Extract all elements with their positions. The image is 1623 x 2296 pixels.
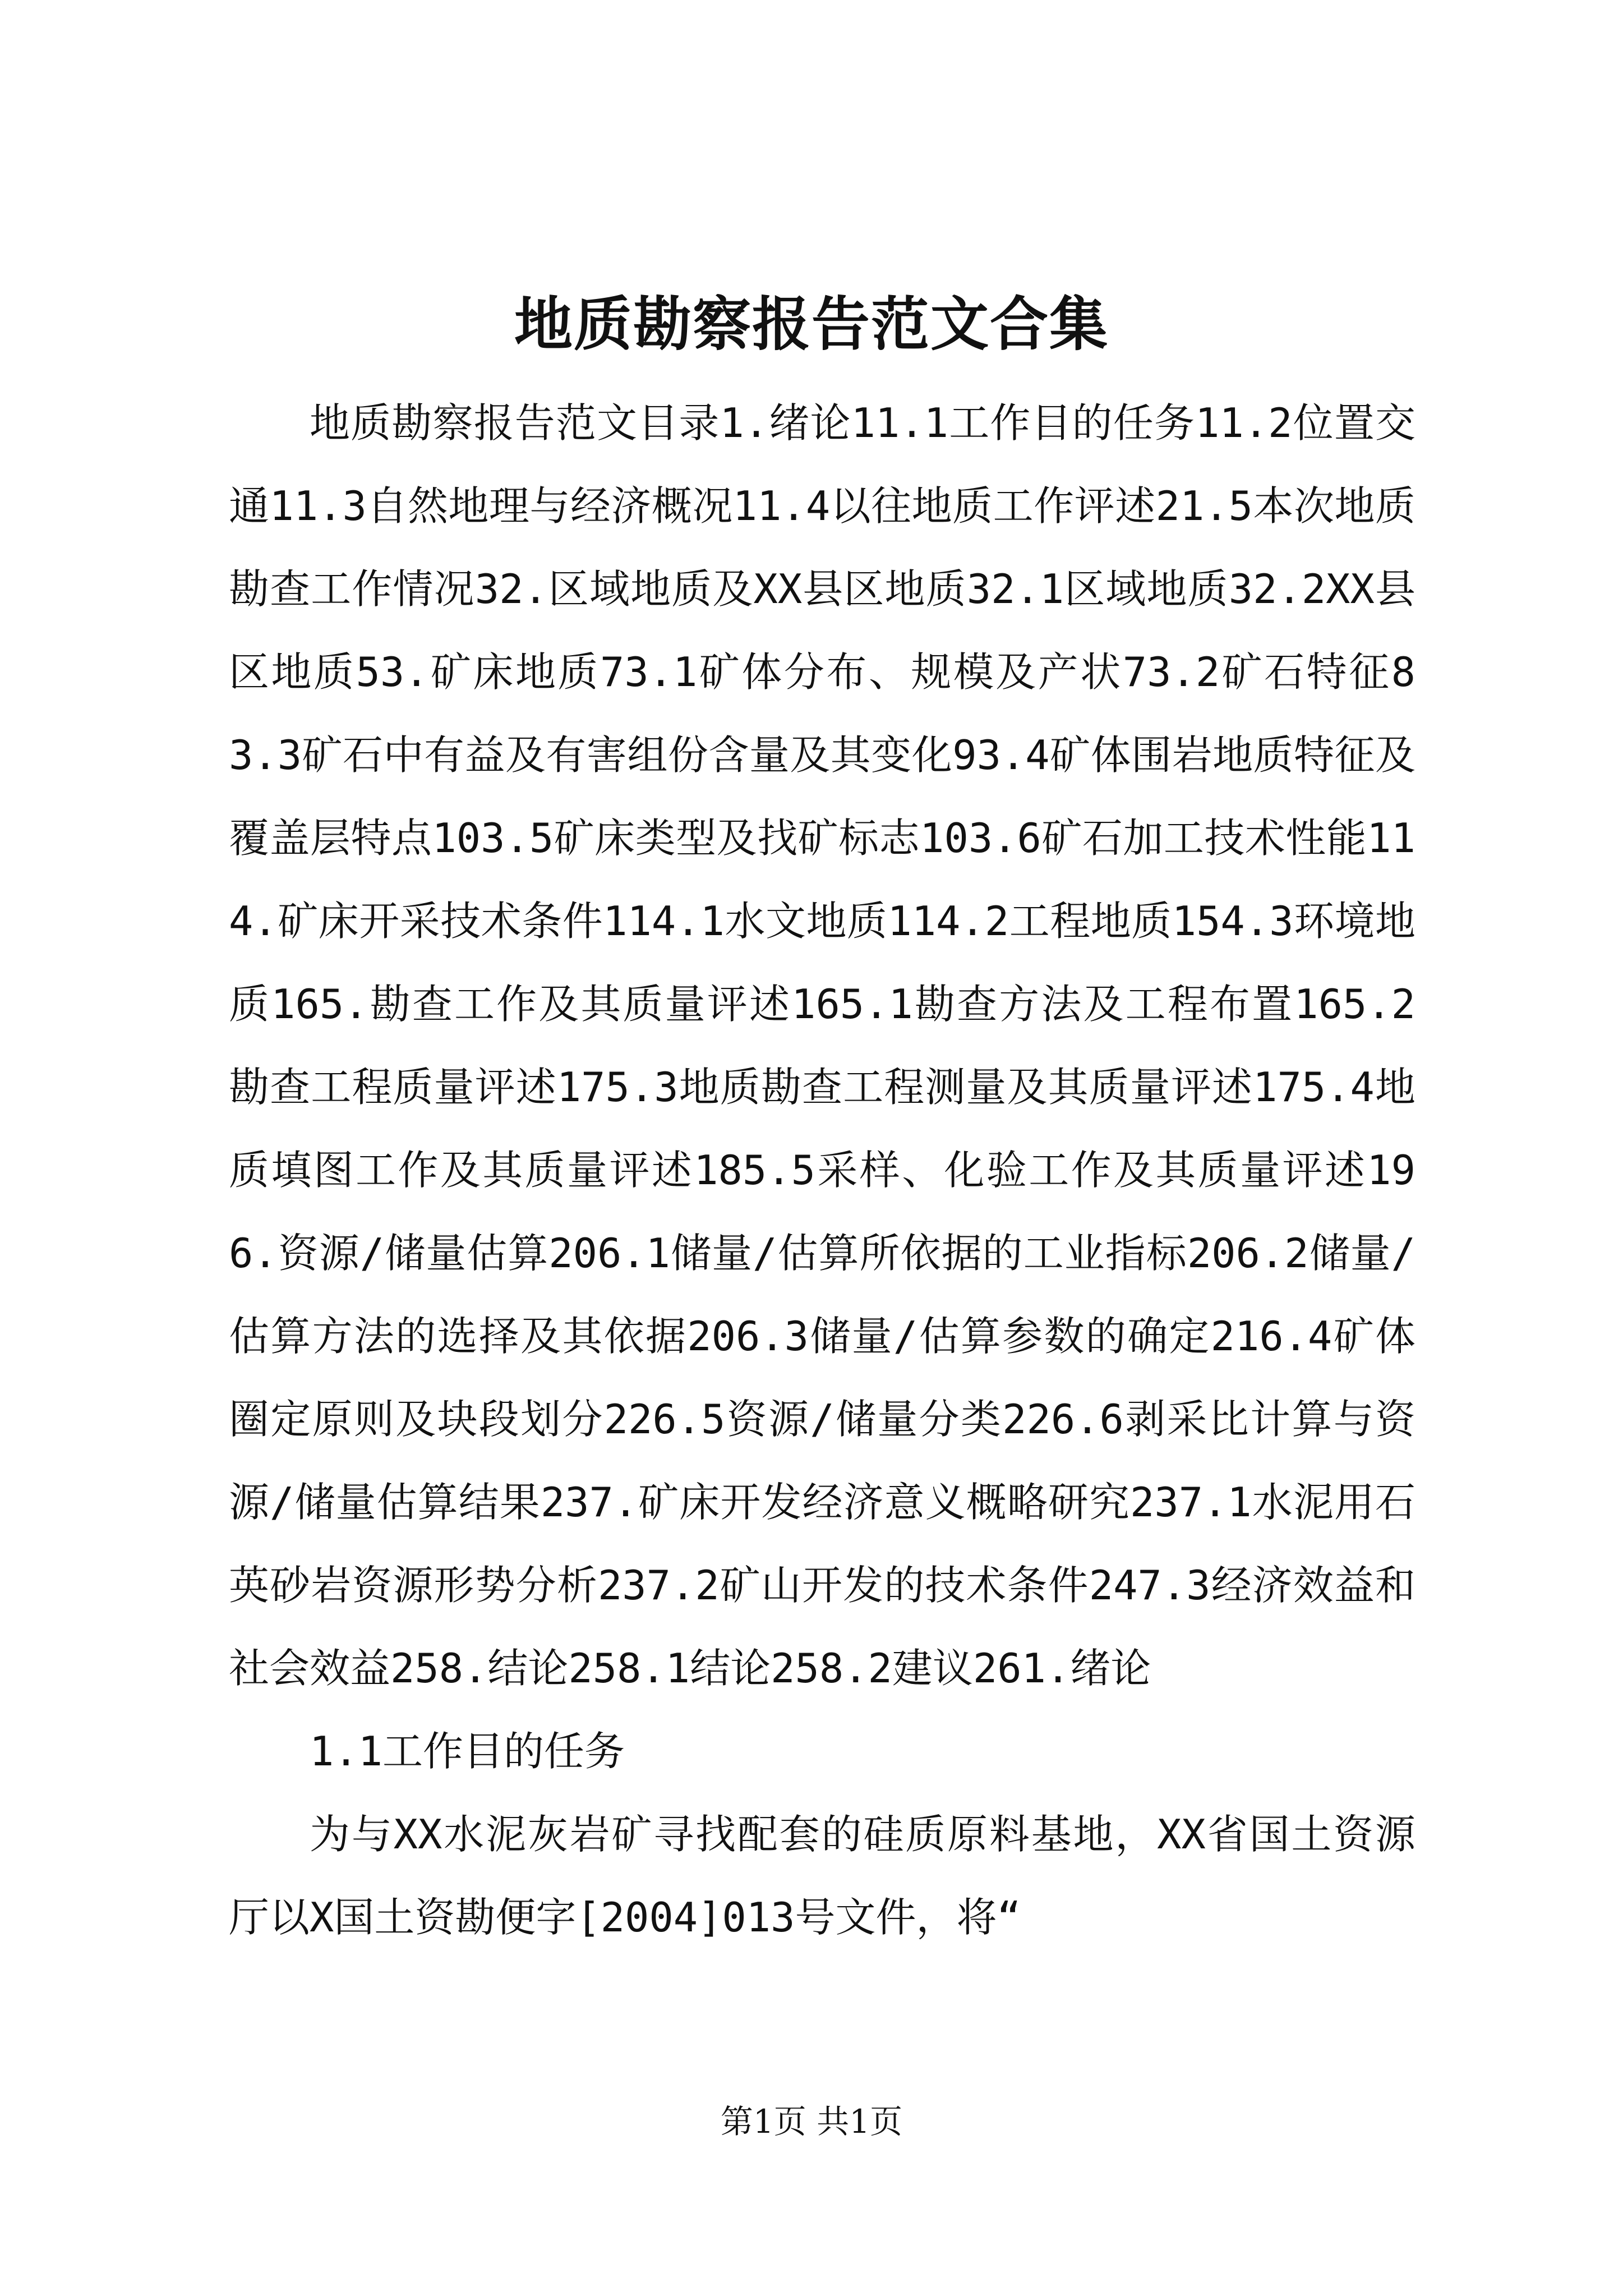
toc-paragraph: 地质勘察报告范文目录1.绪论11.1工作目的任务11.2位置交通11.3自然地理与经济概况11.4以往地质工作评述21.5本次地质勘查工作情况32.区域地质及XX县区地质32.1区域地质32.2XX县区地质53.矿床地质73.1矿体分布、规模及产状73.2矿石特征83.3矿石中有益及有害组份含量及其变化93.4矿体围岩地质特征及覆盖层特点103.5矿床类型及找矿标志103.6矿石加工技术性能114.矿床开采技术条件114.1水文地质114.2工程地质154.3环境地质165.勘查工作及其质量评述165.1勘查方法及工程布置165.2勘查工程质量评述175.3地质勘查工程测量及其质量评述175.4地质填图工作及其质量评述185.5采样、化验工作及其质量评述196.资源/储量估算206.1储量/估算所依据的工业指标206.2储量/估算方法的选择及其依据206.3储量/估算参数的确定216.4矿体圈定原则及块段划分226.5资源/储量分类226.6剥采比计算与资源/储量估算结果237.矿床开发经济意义概略研究237.1水泥用石英砂岩资源形势分析237.2矿山开发的技术条件247.3经济效益和社会效益258.结论258.1结论258.2建议261.绪论 [229,399,1415,1692]
section-heading: 1.1工作目的任务 [310,1728,625,1775]
section-paragraph: 为与XX水泥灰岩矿寻找配套的硅质原料基地，XX省国土资源厅以X国土资勘便字[2004]013号文件，将“ [229,1811,1415,1941]
document-body [229,381,1415,1959]
page-footer: 第1页 共1页 [720,2102,903,2141]
document-title: 地质勘察报告范文合集 [514,289,1109,358]
